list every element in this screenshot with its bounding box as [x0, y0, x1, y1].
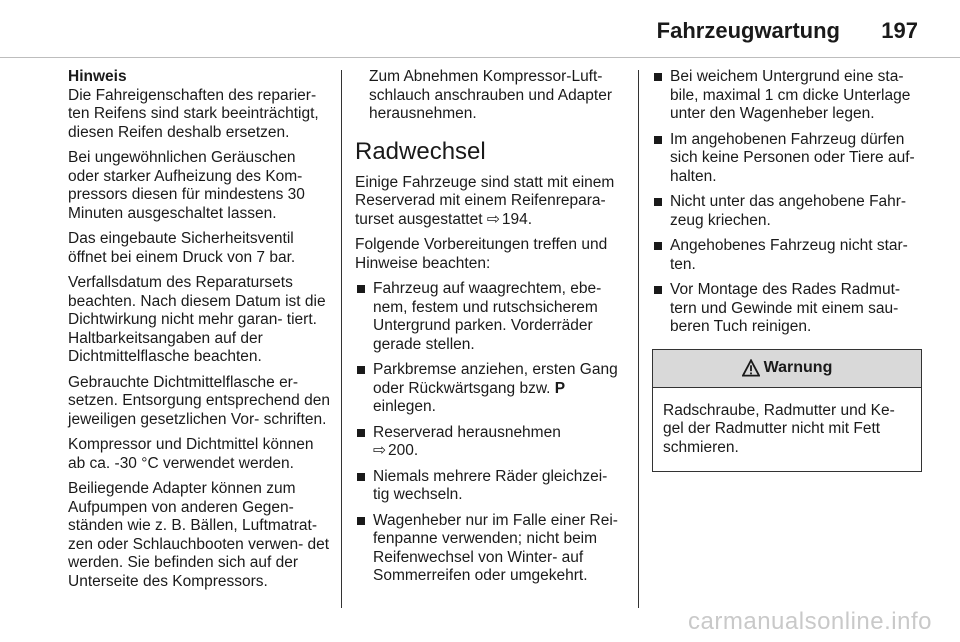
- warning-title: Warnung: [763, 358, 833, 376]
- square-bullet-icon: [357, 366, 365, 374]
- list-item: [355, 280, 625, 354]
- header-divider: [0, 57, 960, 58]
- column-divider: [638, 70, 639, 608]
- column-2: [355, 68, 625, 593]
- paragraph: Folgende Vorbereitungen treffen und Hinweise beachten:: [355, 236, 608, 272]
- list-item-text: Bei weichem Untergrund eine sta- bile, maximal 1 cm dicke Unterlage unter den Wagenheber legen.: [670, 68, 911, 122]
- paragraph: Kompressor und Dichtmittel können ab ca. -30 °C verwendet werden.: [68, 436, 314, 472]
- paragraph-text: Einige Fahrzeuge sind statt mit einem Reserverad mit einem Reifenrepara- turset ausgestattet: [355, 173, 615, 228]
- warning-triangle-icon: [742, 359, 760, 377]
- square-bullet-icon: [357, 473, 365, 481]
- square-bullet-icon: [654, 73, 662, 81]
- list-item: [652, 193, 922, 230]
- list-item-text: Reserverad herausnehmen: [373, 423, 561, 441]
- list-item-text: Vor Montage des Rades Radmut- tern und Gewinde mit einem sau- beren Tuch reinigen.: [670, 281, 901, 335]
- list-item: [652, 237, 922, 274]
- list-item-text: Nicht unter das angehobene Fahr- zeug kriechen.: [670, 193, 907, 229]
- gear-p-label: P: [554, 379, 566, 397]
- list-item-text: Niemals mehrere Räder gleichzei- tig wechseln.: [373, 467, 608, 503]
- list-item-text: Im angehobenen Fahrzeug dürfen sich keine Personen oder Tiere auf- halten.: [670, 130, 915, 185]
- paragraph: Gebrauchte Dichtmittelflasche er- setzen. Entsorgung entsprechend den jeweiligen gesetzlichen Vor- schriften.: [68, 373, 330, 428]
- column-3: [652, 68, 922, 472]
- paragraph: Zum Abnehmen Kompressor-Luft- schlauch anschrauben und Adapter herausnehmen.: [369, 68, 613, 122]
- paragraph: Verfallsdatum des Reparatursets beachten. Nach diesem Datum ist die Dichtwirkung nicht mehr garan- tiert. Haltbarkeitsangaben auf der Dichtmittelflasche beachten.: [68, 274, 326, 365]
- hinweis-label: Hinweis: [68, 68, 127, 85]
- square-bullet-icon: [357, 429, 365, 437]
- page-title: Fahrzeugwartung: [656, 18, 840, 43]
- page-ref-arrow-icon: ⇨: [373, 442, 386, 459]
- list-item: [355, 424, 625, 461]
- warning-box: [652, 349, 922, 473]
- square-bullet-icon: [357, 517, 365, 525]
- list-item: [355, 512, 625, 586]
- section-title: Radwechsel: [355, 137, 486, 165]
- page-header: [0, 18, 918, 52]
- column-1: [68, 68, 330, 598]
- page-ref-arrow-icon: ⇨: [486, 210, 500, 228]
- page-number: 197: [881, 18, 918, 43]
- watermark: carmanualsonline.info: [688, 608, 932, 635]
- square-bullet-icon: [654, 136, 662, 144]
- list-item: [652, 131, 922, 187]
- list-item: [355, 361, 625, 417]
- bullet-list: [355, 280, 625, 586]
- bullet-list: [652, 68, 922, 337]
- paragraph: [355, 174, 625, 230]
- hinweis-note: [68, 68, 330, 142]
- list-item: [652, 281, 922, 337]
- list-item: [355, 468, 625, 505]
- list-item-text: Angehobenes Fahrzeug nicht star- ten.: [670, 237, 908, 273]
- list-item-text: Parkbremse anziehen, ersten Gang oder Rückwärtsgang bzw.: [373, 361, 618, 397]
- page-ref-link[interactable]: 194.: [501, 210, 533, 228]
- page-ref-link[interactable]: 200.: [388, 442, 419, 459]
- column-divider: [341, 70, 342, 608]
- paragraph: Beiliegende Adapter können zum Aufpumpen von anderen Gegen- ständen wie z. B. Bällen, Luftmatrat- zen oder Schlauchbooten verwen- det werden. Sie befinden sich auf der Unterseite des Kompressors.: [68, 480, 330, 590]
- square-bullet-icon: [654, 198, 662, 206]
- square-bullet-icon: [654, 242, 662, 250]
- list-item: [652, 68, 922, 124]
- square-bullet-icon: [357, 285, 365, 293]
- paragraph: Das eingebaute Sicherheitsventil öffnet bei einem Druck von 7 bar.: [68, 230, 296, 266]
- list-item-text: Wagenheber nur im Falle einer Rei- fenpanne verwenden; nicht beim Reifenwechsel von Winter- auf Sommerreifen oder umgekehrt.: [373, 511, 618, 584]
- warning-text: Radschraube, Radmutter und Ke- gel der Radmutter nicht mit Fett schmieren.: [663, 401, 895, 456]
- hinweis-text: Die Fahreigenschaften des reparier- ten Reifens sind stark beeinträchtigt, diesen Reifen deshalb ersetzen.: [68, 86, 319, 141]
- square-bullet-icon: [654, 286, 662, 294]
- warning-header: [653, 350, 921, 388]
- list-item-text: einlegen.: [373, 398, 436, 415]
- list-item-text: Fahrzeug auf waagrechtem, ebe- nem, festem und rutschsicherem Untergrund parken. Vorderräder gerade stellen.: [373, 280, 602, 353]
- paragraph: Bei ungewöhnlichen Geräuschen oder starker Aufheizung des Kom- pressors diesen für mindestens 30 Minuten ausgeschaltet lassen.: [68, 149, 305, 222]
